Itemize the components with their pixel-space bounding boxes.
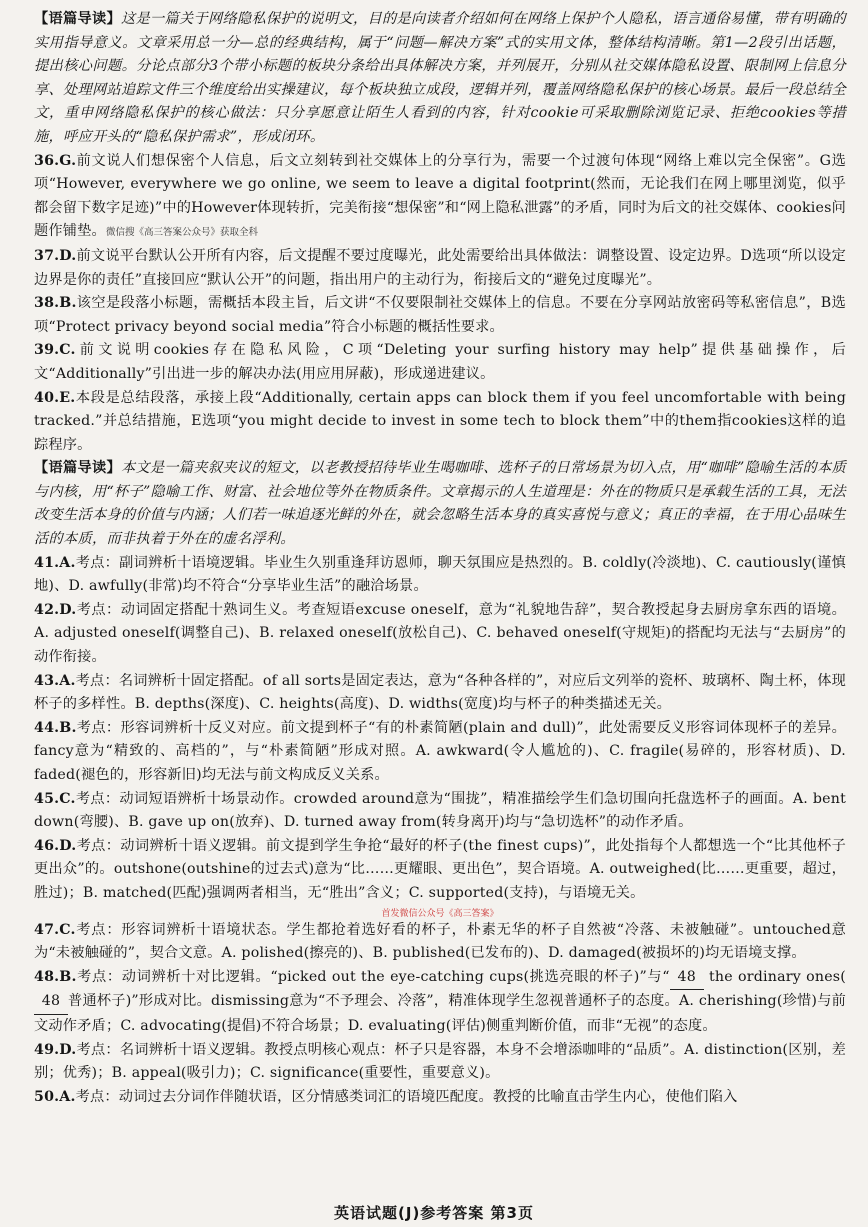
guide-text: 本文是一篇夹叙夹议的短文，以老教授招待毕业生喝咖啡、选杯子的日常场景为切入点，用“咖啡”隐喻生活的本质与内核，用“杯子”隐喻工作、财富、社会地位等外在物质条件。文章揭示的人生道理是：外在的物质只是承载生活的工具，无法改变生活本身的价值与内涵；人们若一味追逐光鲜的外在，就会忽略生活本身的真实喜悦与意义；真正的幸福，在于用心品味生活的本质，而非执着于外在的虚名浮利。 bbox=[34, 460, 846, 548]
answer-number: 48.B. bbox=[34, 968, 77, 985]
answer-explanation: 前文说人们想保密个人信息，后文立刻转到社交媒体上的分享行为，需要一个过渡句体现“网络上难以完全保密”。G选项“However, everywhere we go online, we seem to leave a digital footprint(然而，无论我们在网上哪里浏览，似乎都会留下数字足迹)”中的However体现转折，完美衔接“想保密”和“网上隐私泄露”的矛盾，同时为后文的社交媒体、cookies问题作铺垫。 bbox=[34, 152, 846, 240]
red-watermark: 首发微信公众号《高三答案》 bbox=[381, 908, 499, 919]
answer-number: 42.D. bbox=[34, 601, 77, 618]
answer-number: 46.D. bbox=[34, 837, 77, 854]
answer-number: 37.D. bbox=[34, 247, 77, 264]
answer-number: 50.A. bbox=[34, 1088, 76, 1105]
answer-explanation: the ordinary ones( bbox=[703, 968, 847, 985]
answer-item bbox=[34, 966, 846, 1039]
answer-number: 39.C. bbox=[34, 342, 76, 359]
answer-item bbox=[34, 245, 846, 292]
answer-explanation: 本段是总结段落，承接上段“Additionally, certain apps can block them if you feel uncomfortable with being tracked.”并总结措施，E选项“you might decide to invest in some tech to block them”中的them指cookies这样的追踪程序。 bbox=[34, 389, 846, 453]
answer-explanation: 考点：形容词辨析十反义对应。前文提到杯子“有的朴素简陋(plain and dull)”，此处需要反义形容词体现杯子的差异。fancy意为“精致的、高档的”，与“朴素简陋”形成对照。A. awkward(令人尴尬的)、C. fragile(易碎的，形容材质)、D. faded(褪色的，形容新旧)均无法与前文构成反义关系。 bbox=[34, 719, 846, 783]
answer-explanation: 该空是段落小标题，需概括本段主旨，后文讲“不仅要限制社交媒体上的信息。不要在分享网站放密码等私密信息”，B选项“Protect privacy beyond social media”符合小标题的概括性要求。 bbox=[34, 295, 846, 335]
guide-tag: 【语篇导读】 bbox=[34, 11, 121, 27]
reading-guide-1 bbox=[34, 8, 846, 150]
watermark-note: 微信搜《高三答案公众号》获取全科 bbox=[105, 227, 258, 239]
answer-number: 38.B. bbox=[34, 295, 77, 312]
answer-explanation: 前文说明cookies存在隐私风险，C项“Deleting your surfing history may help”提供基础操作，后文“Additionally”引出进一步的解决办法(用应用屏蔽)，形成递进建议。 bbox=[34, 342, 846, 382]
answer-explanation: 考点：名词辨析十语义逻辑。教授点明核心观点：杯子只是容器，本身不会增添咖啡的“品质”。A. distinction(区别，差别；优秀)；B. appeal(吸引力)；C. significance(重要性，重要意义)。 bbox=[34, 1041, 846, 1082]
answer-explanation: 前文说平台默认公开所有内容，后文提醒不要过度曝光，此处需要给出具体做法：调整设置、设定边界。D选项“所以设定边界是你的责任”直接回应“默认公开”的问题，指出用户的主动行为，衔接后文的“避免过度曝光”。 bbox=[34, 247, 846, 288]
answer-item bbox=[34, 1039, 846, 1086]
answer-item bbox=[34, 788, 846, 835]
answer-item bbox=[34, 919, 846, 966]
reading-guide-2 bbox=[34, 457, 846, 551]
blank-underline: 48 bbox=[34, 990, 68, 1015]
answer-explanation: 考点：名词辨析十固定搭配。of all sorts是固定表达，意为“各种各样的”，对应后文列举的瓷杯、玻璃杯、陶土杯，体现杯子的多样性。B. depths(深度)、C. heights(高度)、D. widths(宽度)均与杯子的种类描述无关。 bbox=[34, 672, 846, 713]
answer-number: 40.E. bbox=[34, 389, 76, 406]
answer-item bbox=[34, 670, 846, 717]
answer-number: 41.A. bbox=[34, 554, 76, 571]
answer-item bbox=[34, 717, 846, 788]
answer-explanation: 考点：动词短语辨析十场景动作。crowded around意为“围拢”，精准描绘学生们急切围向托盘选杯子的画面。A. bent down(弯腰)、B. gave up on(放弃)、D. turned away from(转身离开)均与“急切选杯”的动作矛盾。 bbox=[34, 790, 846, 831]
answer-number: 45.C. bbox=[34, 790, 76, 807]
answer-item bbox=[34, 835, 846, 906]
answer-number: 49.D. bbox=[34, 1041, 77, 1058]
answer-item bbox=[34, 599, 846, 670]
page-footer: 英语试题(J)参考答案 第3页 bbox=[334, 1204, 534, 1222]
answer-number: 47.C. bbox=[34, 921, 76, 938]
answer-explanation: 考点：动词辨析十语义逻辑。前文提到学生争抢“最好的杯子(the finest cups)”，此处指每个人都想选一个“比其他杯子更出众”的。outshone(outshine的过去式)意为“比……更耀眼、更出色”，契合语境。A. outweighed(比……更重要，超过，胜过)；B. matched(匹配)强调两者相当，无“胜出”含义；C. supported(支持)，与语境无关。 bbox=[34, 837, 846, 901]
guide-text: 这是一篇关于网络隐私保护的说明文，目的是向读者介绍如何在网络上保护个人隐私，语言通俗易懂，带有明确的实用指导意义。文章采用总一分—总的经典结构，属于“问题—解决方案”式的实用文体，整体结构清晰。第1—2段引出话题，提出核心问题。分论点部分3个带小标题的板块分条给出具体解决方案，并列展开，分别从社交媒体隐私设置、限制网上信息分享、处理网站追踪文件三个维度给出实操建议，每个板块独立成段，逻辑并列，覆盖网络隐私保护的核心场景。最后一段总结全文，重申网络隐私保护的核心做法：只分享愿意让陌生人看到的内容，针对cookie可采取删除浏览记录、拒绝cookies等措施，呼应开头的“隐私保护需求”，形成闭环。 bbox=[34, 11, 846, 145]
blank-underline: 48 bbox=[670, 966, 704, 991]
answer-explanation: 考点：动词固定搭配十熟词生义。考查短语excuse oneself，意为“礼貌地告辞”，契合教授起身去厨房拿东西的语境。A. adjusted oneself(调整自己)、B. relaxed oneself(放松自己)、C. behaved oneself(守规矩)的搭配均无法与“去厨房”的动作衔接。 bbox=[34, 601, 846, 666]
answer-item bbox=[34, 292, 846, 339]
answer-explanation: 考点：副词辨析十语境逻辑。毕业生久别重逢拜访恩师，聊天氛围应是热烈的。B. coldly(冷淡地)、C. cautiously(谨慎地)、D. awfully(非常)均不符合“分享毕业生活”的融洽场景。 bbox=[34, 554, 846, 595]
answer-explanation: 考点：动词辨析十对比逻辑。“picked out the eye-catching cups(挑选亮眼的杯子)”与“ bbox=[76, 968, 670, 985]
answer-item bbox=[34, 339, 846, 386]
answer-item bbox=[34, 552, 846, 599]
answer-item bbox=[34, 387, 846, 458]
answer-number: 36.G. bbox=[34, 152, 77, 169]
answer-explanation: 考点：动词过去分词作伴随状语，区分情感类词汇的语境匹配度。教授的比喻直击学生内心，使他们陷入 bbox=[75, 1088, 738, 1105]
answer-explanation: 考点：形容词辨析十语境状态。学生都抢着选好看的杯子，朴素无华的杯子自然被“冷落、未被触碰”。untouched意为“未被触碰的”，契合文意。A. polished(擦亮的)、B. published(已发布的)、D. damaged(被损坏的)均无语境支撑。 bbox=[34, 921, 846, 962]
answer-item bbox=[34, 1086, 846, 1110]
answer-number: 44.B. bbox=[34, 719, 77, 736]
answer-item bbox=[34, 150, 846, 245]
answer-number: 43.A. bbox=[34, 672, 76, 689]
answer-explanation: 普通杯子)”形成对比。dismissing意为“不予理会、冷落”，精准体现学生忽视普通杯子的态度。A. cherishing(珍惜)与前文动作矛盾；C. advocating(提倡)不符合场景；D. evaluating(评估)侧重判断价值，而非“无视”的态度。 bbox=[34, 993, 846, 1034]
guide-tag: 【语篇导读】 bbox=[34, 460, 121, 477]
